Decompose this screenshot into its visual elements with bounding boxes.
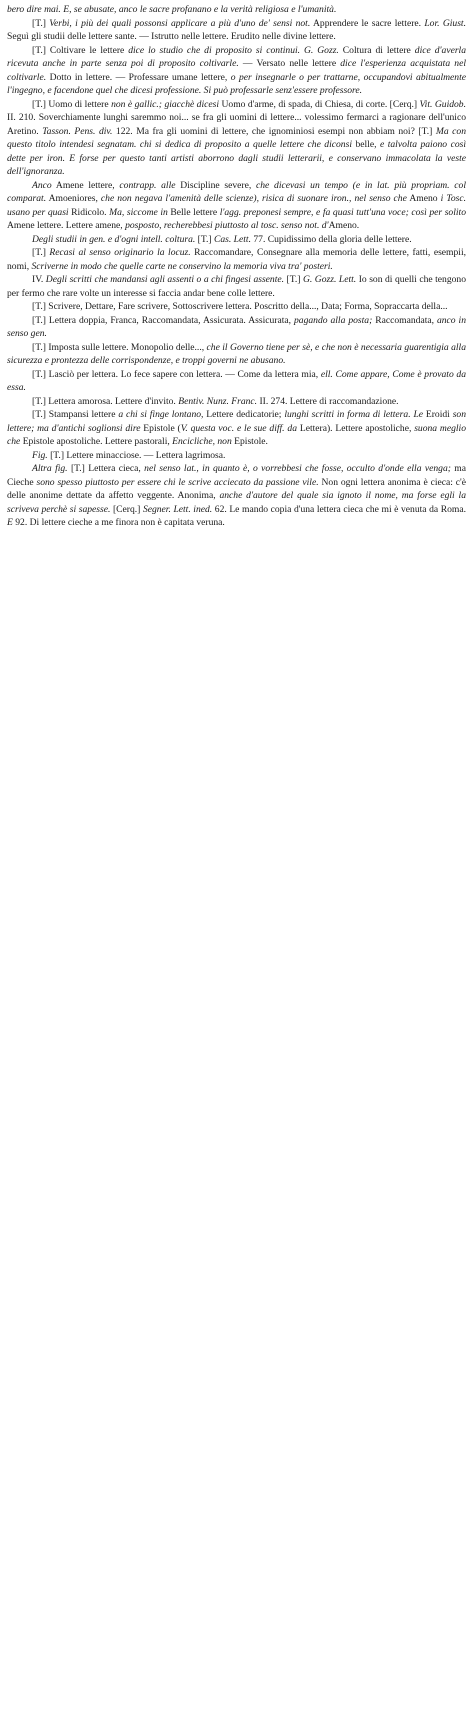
italic-text-segment: son lettere; ma d'antichi soglionsi dire <box>7 409 466 434</box>
italic-text-segment: Encicliche, non <box>172 436 232 447</box>
text-segment: — Versato nelle lettere <box>238 58 341 69</box>
text-segment: [T.] Imposta sulle lettere. Monopolio delle..., <box>32 341 207 353</box>
italic-text-segment: posposto, recherebbesi piuttosto al tosc. senso not. d' <box>125 220 329 231</box>
italic-text-segment: Lor. Giust. <box>424 17 466 29</box>
text-segment: [Cerq.] <box>110 503 143 515</box>
text-segment: [T.] <box>32 17 50 29</box>
dictionary-paragraph <box>7 233 466 247</box>
dictionary-paragraph <box>7 246 466 273</box>
dictionary-paragraph <box>7 314 466 341</box>
text-segment: Lettere dedicatorie; <box>203 409 285 420</box>
italic-text-segment: i Tosc. usano per quasi <box>7 193 466 218</box>
text-segment: Epistole ( <box>140 422 181 434</box>
italic-text-segment: G. Gozz. Lett. <box>302 274 357 285</box>
italic-text-segment: Fig. <box>32 449 48 461</box>
italic-text-segment: lunghi scritti in forma di lettera. Le <box>284 409 424 420</box>
italic-text-segment: Degli scritti che mandansi agli assenti o a chi fingesi assente. <box>45 274 285 285</box>
dictionary-paragraph <box>7 44 466 98</box>
text-segment: [T.] Uomo di lettere <box>32 98 112 110</box>
italic-text-segment: bero dire mai. E, se abusate, anco le sacre profanano e la verità religiosa e l'umanità. <box>7 4 337 15</box>
text-segment: IV. <box>32 274 46 285</box>
text-segment: Ridicolo. <box>68 206 110 218</box>
text-segment: Lettera). Lettere apostoliche, <box>297 422 415 434</box>
text-segment: Epistole apostoliche. Lettere pastorali, <box>20 436 173 447</box>
italic-text-segment: anche d'autore del quale sia ignoto il nome, ma forse egli la scriveva perchè si sapesse. <box>7 490 466 515</box>
text-segment: Amene lettere. Lettere amene, <box>7 220 126 231</box>
italic-text-segment: E <box>7 517 13 528</box>
text-segment: 92. Di lettere cieche a me finora non è capitata veruna. <box>12 517 225 528</box>
text-segment: [T.] Lasciò per lettera. Lo fece sapere con lettera. — Come da lettera mia, <box>32 368 321 380</box>
italic-text-segment: sono spesso piuttosto per essere chi le scrive acciecato da passione vile. <box>36 476 319 488</box>
dictionary-paragraph <box>7 341 466 368</box>
text-segment: Raccomandare, Consegnare alla memoria delle lettere, fatti, esempii, nomi, <box>7 247 466 272</box>
text-segment: [T.] Lettera doppia, Franca, Raccomandata, Assicurata. Assicurata, <box>32 314 294 326</box>
text-segment: [T.] <box>195 233 214 245</box>
italic-text-segment: che non negava l'amenità delle scienze), risica di suonare iron., nel senso che <box>100 193 407 204</box>
dictionary-paragraph <box>7 395 466 409</box>
italic-text-segment: contrapp. alle <box>119 179 176 191</box>
italic-text-segment: suona meglio che <box>7 422 466 447</box>
text-segment: II. 274. Lettere di raccomandazione. <box>257 395 399 407</box>
text-segment: Dotto in lettere. — Professare umane lettere, <box>46 71 231 83</box>
text-segment: Io son di quelli che tengono per fermo che rare volte un interesse si faccia andar bene colle lettere. <box>7 274 466 299</box>
italic-text-segment: e talvolta paiono così dette per iron. E forse per questo tanti artisti aborrono dagli studii letterarii, e conservano immacolata la veste dell'ignoranza. <box>7 139 467 177</box>
italic-text-segment: Altra fig. <box>32 463 68 474</box>
italic-text-segment: dice lo studio che di proposito si continui. G. Gozz. <box>128 44 339 56</box>
italic-text-segment: ell. Come appare, Come è provato da essa. <box>7 368 466 393</box>
italic-text-segment: Recasi al senso originario la locuz. <box>49 247 191 258</box>
italic-text-segment: dice l'esperienza acquistata nel coltivarle. <box>7 58 466 83</box>
text-segment: Non ogni lettera anonima è cieca: c'è delle anonime dettate da affetto veggente. Anonima, <box>7 476 467 501</box>
text-segment: [T.] Lettera amorosa. Lettere d'invito. <box>32 395 179 407</box>
italic-text-segment: dice d'averla ricevuta anche in parte senza poi di proposito coltivarle. <box>7 44 466 69</box>
text-segment: 122. Ma fra gli uomini di lettere, che ignominiosi esempi non abbiam noi? [T.] <box>112 125 436 137</box>
italic-text-segment: V. questa voc. e le sue diff. da <box>180 422 297 434</box>
text-segment: Raccomandata, <box>372 314 437 326</box>
text-segment: belle, <box>351 139 380 150</box>
dictionary-paragraph <box>7 408 466 449</box>
italic-text-segment: Bentiv. Nunz. Franc. <box>178 395 258 407</box>
italic-text-segment: pagando alla posta; <box>294 314 373 326</box>
italic-text-segment: Segner. Lett. ined. <box>142 503 213 515</box>
italic-text-segment: Tasson. Pens. div. <box>42 125 113 137</box>
text-segment: Epistole. <box>231 436 268 447</box>
text-segment: [T.] Lettera cieca, <box>67 463 145 474</box>
italic-text-segment: che dicevasi un tempo (e in lat. più propriam. col comparat. <box>7 179 466 204</box>
text-segment: 62. Le mando copia d'una lettera cieca che mi è venuta da Roma. <box>212 503 466 515</box>
dictionary-paragraph <box>7 273 466 300</box>
italic-text-segment: Verbi, i più dei quali possonsi applicare a più d'uno de' sensi not. <box>49 17 311 29</box>
italic-text-segment: che il Governo tiene per sè, e che non è necessaria guarentigia alla sicurezza e prontezza delle corrispondenze, e troppi governi ne abusano. <box>7 341 466 366</box>
italic-text-segment: Scriverne in modo che quelle carte ne conservino la memoria viva tra' posteri. <box>31 260 333 272</box>
italic-text-segment: Ma, siccome in <box>109 206 168 218</box>
text-segment: [T.] Lettere minacciose. — Lettera lagrimosa. <box>47 449 226 461</box>
text-segment: 77. Cupidissimo della gloria delle lettere. <box>250 233 412 245</box>
text-segment: Belle lettere <box>167 206 220 218</box>
text-segment: Ameno <box>406 193 441 204</box>
italic-text-segment: anco in senso gen. <box>7 314 466 339</box>
text-segment: Eroidi <box>423 409 453 420</box>
dictionary-paragraph <box>7 3 466 17</box>
dictionary-paragraph <box>7 17 466 44</box>
text-segment: [T.] Scrivere, Dettare, Fare scrivere, Sottoscrivere lettera. Poscritto della..., Data; Forma, Sopraccarta della... <box>32 301 448 312</box>
italic-text-segment: Vit. Guidob. <box>419 98 466 110</box>
italic-text-segment: Anco <box>32 179 52 191</box>
text-segment: Uomo d'arme, di spada, di Chiesa, di corte. [Cerq.] <box>219 98 420 110</box>
italic-text-segment: Degli studii in gen. e d'ogni intell. coltura. <box>32 233 196 245</box>
dictionary-paragraph <box>7 368 466 395</box>
italic-text-segment: o per insegnarle o per trattarne, occupandovi abitualmente l'ingegno, e facendone quel che dicesi professione. Si può professarle senz'essere professore. <box>7 71 466 96</box>
text-segment: Seguì gli studii delle lettere sante. — Istrutto nelle lettere. Erudito nelle divine lettere. <box>7 31 336 42</box>
dictionary-paragraph <box>7 300 466 314</box>
italic-text-segment: nel senso lat., in quanto è, o vorrebbesi che fosse, occulto d'onde ella venga; <box>144 463 451 474</box>
dictionary-paragraph <box>7 179 466 233</box>
text-segment: ma Cieche <box>7 463 466 488</box>
italic-text-segment: a chi si finge lontano, <box>118 409 204 420</box>
text-segment: [T.] Coltivare le lettere <box>32 44 129 56</box>
dictionary-paragraph <box>7 98 466 179</box>
text-segment: Amoeniores, <box>46 193 101 204</box>
dictionary-paragraph <box>7 462 466 530</box>
text-segment: [T.] <box>32 247 50 258</box>
text-segment: II. 210. Soverchiamente lunghi saremmo noi... se fra gli uomini di lettere... volessimo fermarci a ragionare dell'unico Aretino. <box>7 112 466 137</box>
text-segment: Apprendere le sacre lettere. <box>310 17 425 29</box>
italic-text-segment: Cas. Lett. <box>213 233 251 245</box>
italic-text-segment: l'agg. preponesi sempre, e fa quasi tutt'una voce; così per solito <box>219 206 466 218</box>
text-segment: Discipline severe, <box>175 179 256 191</box>
text-segment: [T.] <box>284 274 303 285</box>
text-segment: [T.] Stampansi lettere <box>32 409 119 420</box>
text-segment: Ameno. <box>328 220 360 231</box>
italic-text-segment: non è gallic.; giacchè dicesi <box>111 98 220 110</box>
italic-text-segment: Ma con questo titolo intendesi segnatam. chi si dedica di proposito a quelle lettere che diconsi <box>7 125 466 150</box>
text-segment: Coltura di lettere <box>338 44 415 56</box>
text-segment: Amene lettere, <box>51 179 120 191</box>
dictionary-paragraph <box>7 449 466 463</box>
